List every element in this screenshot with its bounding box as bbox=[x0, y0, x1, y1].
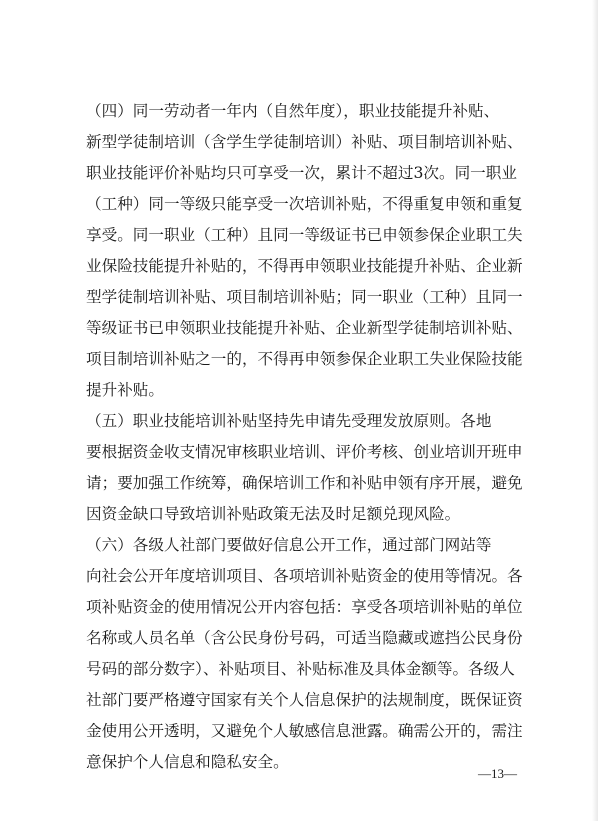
text-line: 意保护个人信息和隐私安全。 bbox=[86, 753, 289, 771]
text-line: 请；要加强工作统筹，确保培训工作和补贴申领有序开展，避免 bbox=[86, 474, 523, 492]
text-line: （六）各级人社部门要做好信息公开工作，通过部门网站等 bbox=[86, 536, 492, 554]
paragraph-item-6 bbox=[86, 530, 523, 778]
text-line: （四）同一劳动者一年内（自然年度），职业技能提升补贴、 bbox=[86, 102, 500, 120]
text-line: （工种）同一等级只能享受一次培训补贴，不得重复申领和重复 bbox=[86, 195, 523, 213]
text-line: 项目制培训补贴之一的，不得再申领参保企业职工失业保险技能 bbox=[86, 350, 523, 368]
text-line: 金使用公开透明，又避免个人敏感信息泄露。确需公开的，需注 bbox=[86, 722, 523, 740]
text-line: 新型学徒制培训（含学生学徒制培训）补贴、项目制培训补贴、 bbox=[86, 133, 523, 151]
text-line: 向社会公开年度培训项目、各项培训补贴资金的使用等情况。各 bbox=[86, 567, 523, 585]
text-line: （五）职业技能培训补贴坚持先申请先受理发放原则。各地 bbox=[86, 412, 492, 430]
page-number: —13— bbox=[478, 766, 517, 781]
text-line: 提升补贴。 bbox=[86, 381, 164, 399]
paragraph-item-4 bbox=[86, 96, 523, 406]
document-body bbox=[86, 96, 523, 778]
text-line: 号码的部分数字）、补贴项目、补贴标准及具体金额等。各级人 bbox=[86, 660, 515, 678]
text-line: 项补贴资金的使用情况公开内容包括：享受各项培训补贴的单位 bbox=[86, 598, 523, 616]
text-line: 要根据资金收支情况审核职业培训、评价考核、创业培训开班申 bbox=[86, 443, 523, 461]
text-line: 型学徒制培训补贴、项目制培训补贴；同一职业（工种）且同一 bbox=[86, 288, 523, 306]
text-line: 等级证书已申领职业技能提升补贴、企业新型学徒制培训补贴、 bbox=[86, 319, 523, 337]
text-line: 职业技能评价补贴均只可享受一次，累计不超过3次。同一职业 bbox=[86, 164, 517, 182]
page-edge-shadow bbox=[592, 0, 598, 821]
text-line: 享受。同一职业（工种）且同一等级证书已申领参保企业职工失 bbox=[86, 226, 523, 244]
text-line: 因资金缺口导致培训补贴政策无法及时足额兑现风险。 bbox=[86, 505, 461, 523]
text-line: 名称或人员名单（含公民身份号码，可适当隐藏或遮挡公民身份 bbox=[86, 629, 523, 647]
text-line: 业保险技能提升补贴的，不得再申领职业技能提升补贴、企业新 bbox=[86, 257, 523, 275]
paragraph-item-5 bbox=[86, 406, 523, 530]
text-line: 社部门要严格遵守国家有关个人信息保护的法规制度，既保证资 bbox=[86, 691, 523, 709]
